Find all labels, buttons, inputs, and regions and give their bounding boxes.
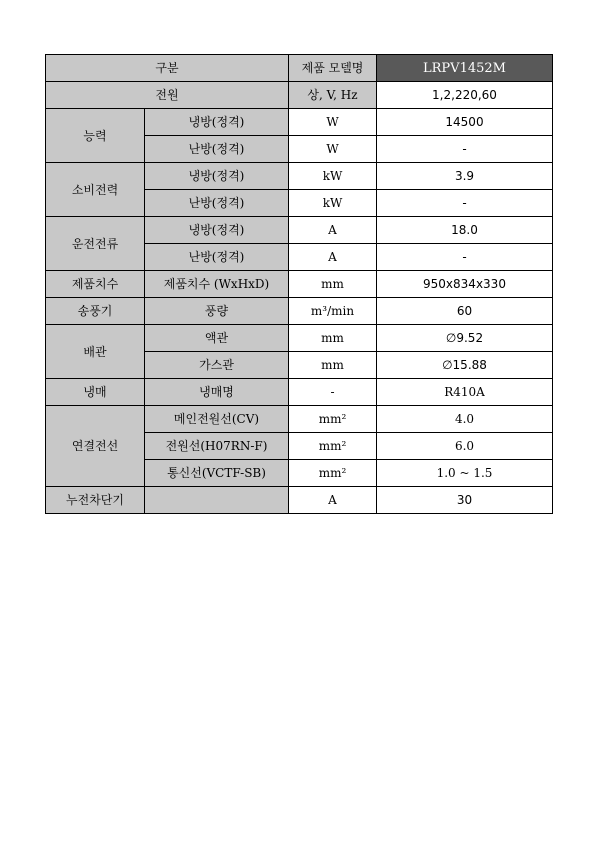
airflow-sub: 풍량 xyxy=(145,298,289,325)
header-category: 구분 xyxy=(46,55,289,82)
consumption-cooling-unit: kW xyxy=(289,163,377,190)
power-unit: 상, V, Hz xyxy=(289,82,377,109)
wiring-main-unit: mm² xyxy=(289,406,377,433)
refrigerant-unit: - xyxy=(289,379,377,406)
consumption-cooling-value: 3.9 xyxy=(377,163,553,190)
dimensions-unit: mm xyxy=(289,271,377,298)
airflow-row xyxy=(46,298,553,325)
consumption-cooling-row xyxy=(46,163,553,190)
wiring-power-sub: 전원선(H07RN-F) xyxy=(145,433,289,460)
capacity-cooling-sub: 냉방(정격) xyxy=(145,109,289,136)
capacity-heating-unit: W xyxy=(289,136,377,163)
airflow-value: 60 xyxy=(377,298,553,325)
capacity-cooling-unit: W xyxy=(289,109,377,136)
dimensions-row xyxy=(46,271,553,298)
breaker-label: 누전차단기 xyxy=(46,487,145,514)
breaker-unit: A xyxy=(289,487,377,514)
capacity-cooling-row xyxy=(46,109,553,136)
wiring-power-unit: mm² xyxy=(289,433,377,460)
consumption-cooling-sub: 냉방(정격) xyxy=(145,163,289,190)
consumption-heating-unit: kW xyxy=(289,190,377,217)
capacity-label: 능력 xyxy=(46,109,145,163)
current-cooling-row xyxy=(46,217,553,244)
consumption-heating-value: - xyxy=(377,190,553,217)
header-model-value: LRPV1452M xyxy=(377,55,553,82)
piping-liquid-unit: mm xyxy=(289,325,377,352)
airflow-label: 송풍기 xyxy=(46,298,145,325)
piping-gas-value: ∅15.88 xyxy=(377,352,553,379)
piping-liquid-row xyxy=(46,325,553,352)
airflow-unit: m³/min xyxy=(289,298,377,325)
wiring-main-value: 4.0 xyxy=(377,406,553,433)
refrigerant-value: R410A xyxy=(377,379,553,406)
wiring-label: 연결전선 xyxy=(46,406,145,487)
wiring-comm-unit: mm² xyxy=(289,460,377,487)
piping-label: 배관 xyxy=(46,325,145,379)
power-row xyxy=(46,82,553,109)
dimensions-value: 950x834x330 xyxy=(377,271,553,298)
dimensions-label: 제품치수 xyxy=(46,271,145,298)
current-label: 운전전류 xyxy=(46,217,145,271)
piping-liquid-sub: 액관 xyxy=(145,325,289,352)
header-row xyxy=(46,55,553,82)
wiring-power-value: 6.0 xyxy=(377,433,553,460)
refrigerant-label: 냉매 xyxy=(46,379,145,406)
piping-gas-sub: 가스관 xyxy=(145,352,289,379)
current-heating-unit: A xyxy=(289,244,377,271)
header-model-label: 제품 모델명 xyxy=(289,55,377,82)
breaker-value: 30 xyxy=(377,487,553,514)
wiring-comm-sub: 통신선(VCTF-SB) xyxy=(145,460,289,487)
breaker-row xyxy=(46,487,553,514)
spec-table xyxy=(45,54,553,514)
consumption-heating-sub: 난방(정격) xyxy=(145,190,289,217)
wiring-comm-value: 1.0 ~ 1.5 xyxy=(377,460,553,487)
wiring-main-sub: 메인전원선(CV) xyxy=(145,406,289,433)
dimensions-sub: 제품치수 (WxHxD) xyxy=(145,271,289,298)
power-label: 전원 xyxy=(46,82,289,109)
current-heating-sub: 난방(정격) xyxy=(145,244,289,271)
breaker-sub xyxy=(145,487,289,514)
power-value: 1,2,220,60 xyxy=(377,82,553,109)
consumption-label: 소비전력 xyxy=(46,163,145,217)
current-cooling-unit: A xyxy=(289,217,377,244)
current-heating-value: - xyxy=(377,244,553,271)
refrigerant-row xyxy=(46,379,553,406)
piping-gas-unit: mm xyxy=(289,352,377,379)
capacity-heating-value: - xyxy=(377,136,553,163)
current-cooling-sub: 냉방(정격) xyxy=(145,217,289,244)
wiring-main-row xyxy=(46,406,553,433)
refrigerant-sub: 냉매명 xyxy=(145,379,289,406)
piping-liquid-value: ∅9.52 xyxy=(377,325,553,352)
capacity-heating-sub: 난방(정격) xyxy=(145,136,289,163)
capacity-cooling-value: 14500 xyxy=(377,109,553,136)
current-cooling-value: 18.0 xyxy=(377,217,553,244)
